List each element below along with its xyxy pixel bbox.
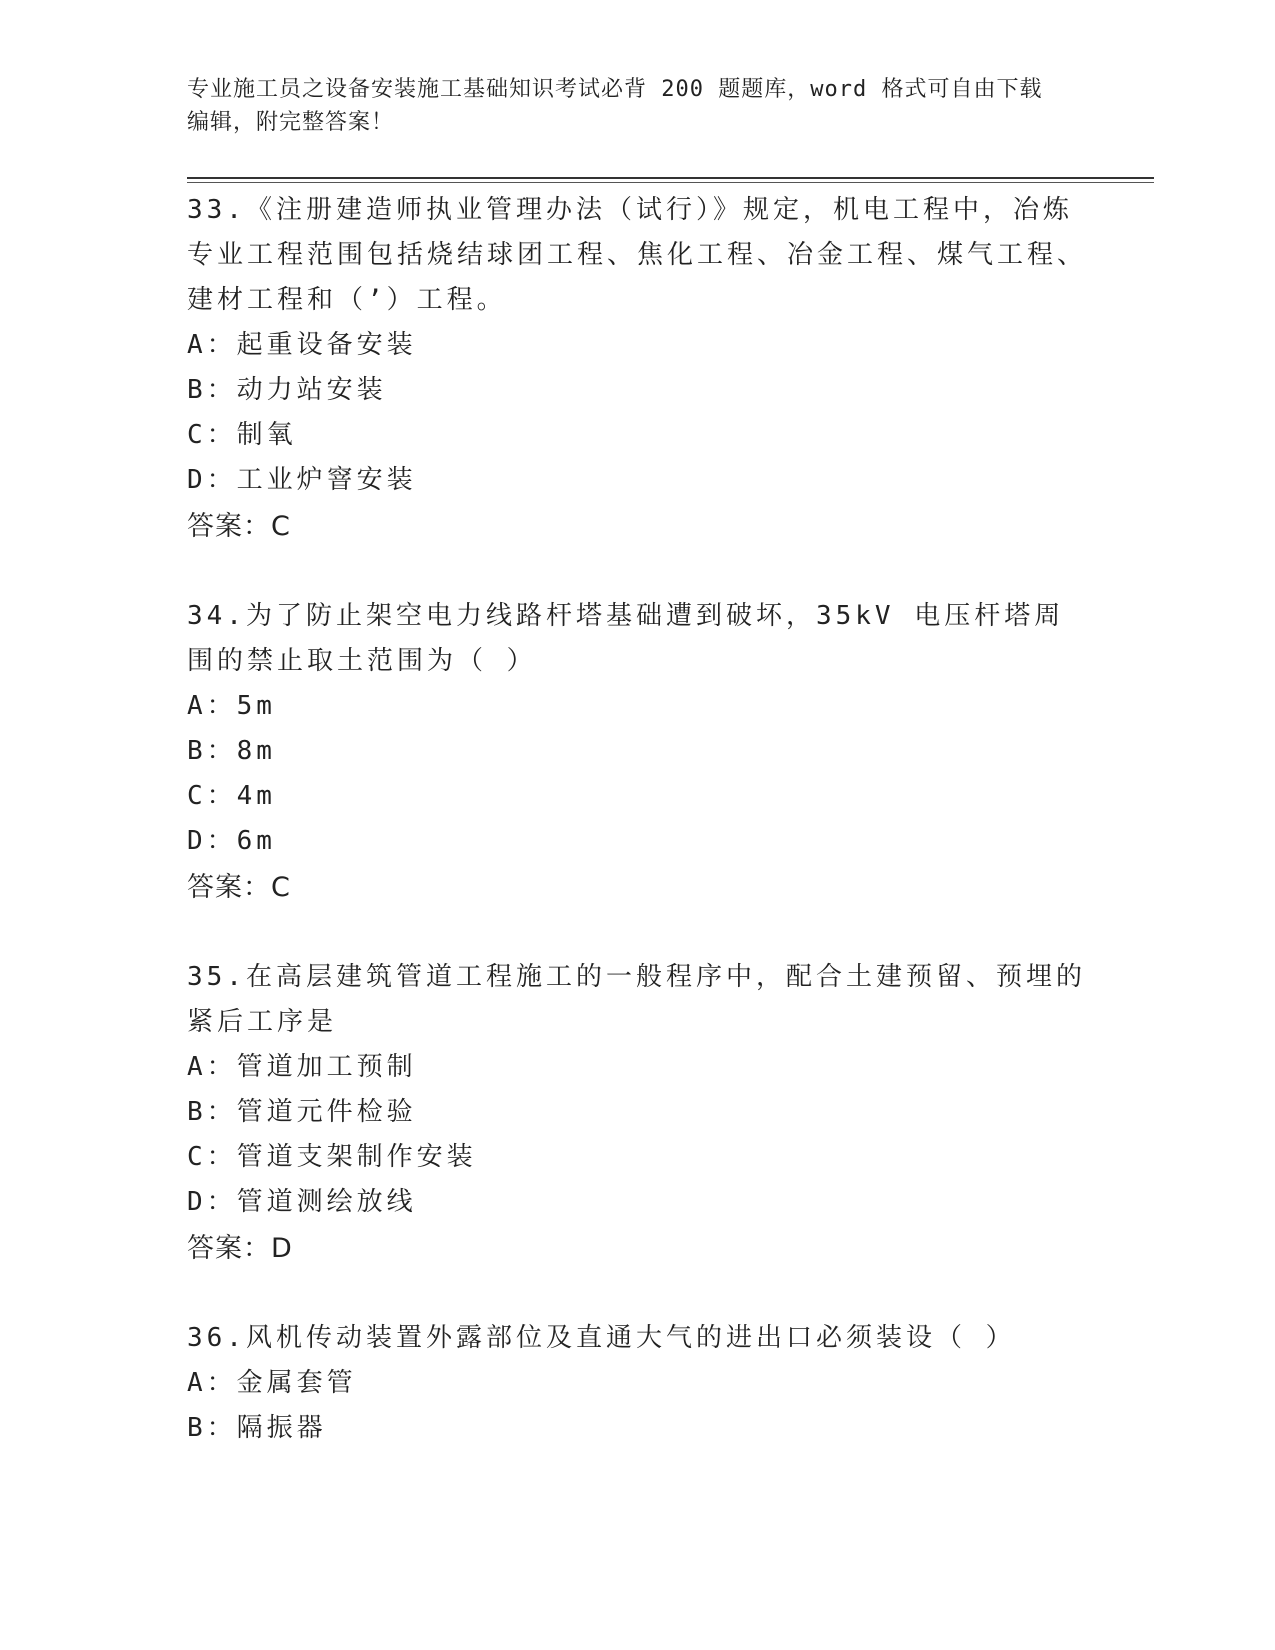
option-a: A：金属套管 (187, 1368, 357, 1398)
option-b: B：动力站安装 (187, 375, 387, 405)
header-divider-thin (187, 182, 1154, 183)
question-stem: 34.为了防止架空电力线路杆塔基础遭到破坏，35kV 电压杆塔周围的禁止取土范围为（ ） (187, 601, 1065, 676)
question-34 (187, 594, 1087, 911)
question-33 (187, 188, 1087, 550)
answer: 答案：C (187, 511, 291, 542)
option-d: D：管道测绘放线 (187, 1187, 417, 1217)
question-spacer (187, 550, 1087, 594)
option-a: A：5m (187, 691, 276, 721)
header-line-1: 专业施工员之设备安装施工基础知识考试必背 200 题题库，word 格式可自由下载 (187, 77, 1043, 102)
option-c: C：管道支架制作安装 (187, 1142, 477, 1172)
option-d: D：6m (187, 826, 276, 856)
question-spacer (187, 911, 1087, 955)
option-b: B：管道元件检验 (187, 1097, 417, 1127)
header-line-2: 编辑，附完整答案！ (187, 110, 395, 135)
question-36 (187, 1316, 1087, 1451)
document-header (187, 73, 1067, 139)
question-stem: 33.《注册建造师执业管理办法（试行）》规定，机电工程中，冶炼专业工程范围包括烧结球团工程、焦化工程、冶金工程、煤气工程、建材工程和（’）工程。 (187, 195, 1088, 315)
option-c: C：制氧 (187, 420, 297, 450)
answer: 答案：C (187, 872, 291, 903)
option-c: C：4m (187, 781, 276, 811)
answer: 答案：D (187, 1233, 293, 1264)
option-a: A：起重设备安装 (187, 330, 417, 360)
option-a: A：管道加工预制 (187, 1052, 417, 1082)
question-stem: 36.风机传动装置外露部位及直通大气的进出口必须装设（ ） (187, 1323, 1016, 1353)
option-b: B：8m (187, 736, 276, 766)
question-35 (187, 955, 1087, 1272)
option-b: B：隔振器 (187, 1413, 327, 1443)
option-d: D：工业炉窨安装 (187, 465, 417, 495)
question-spacer (187, 1272, 1087, 1316)
question-list (187, 188, 1087, 1451)
question-stem: 35.在高层建筑管道工程施工的一般程序中，配合土建预留、预埋的紧后工序是 (187, 962, 1086, 1037)
header-divider-thick (187, 177, 1154, 179)
